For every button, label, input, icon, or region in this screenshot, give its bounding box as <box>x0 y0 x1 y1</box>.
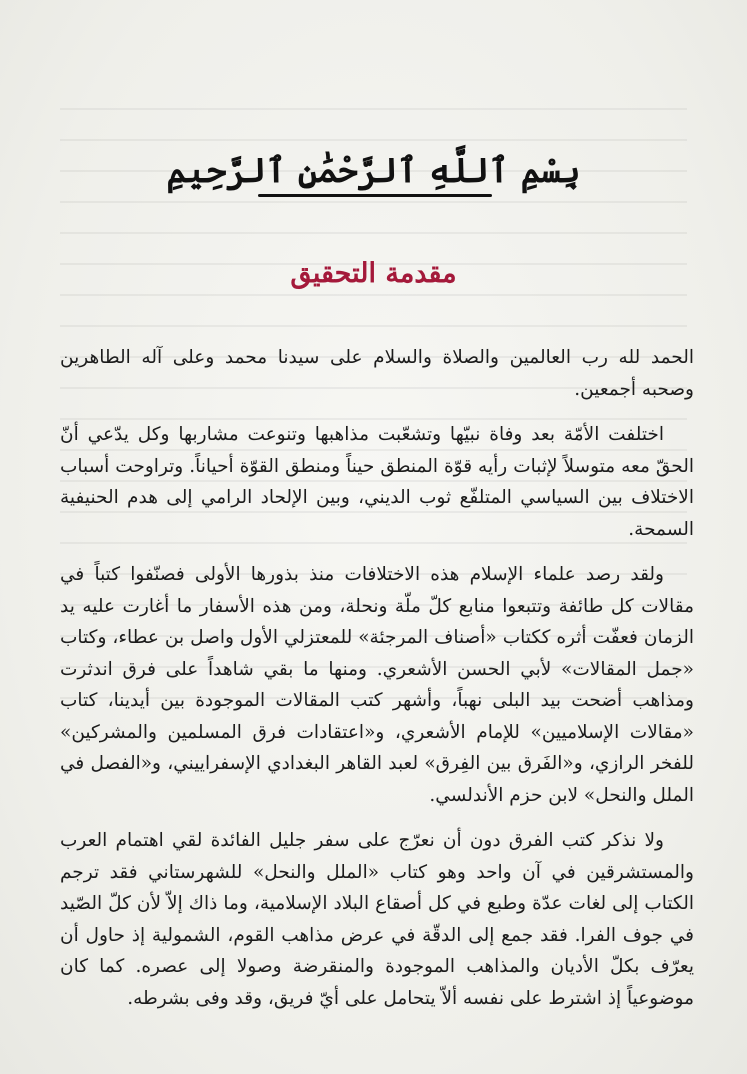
basmala-heading: بِسْمِ ٱللَّهِ ٱلرَّحْمَٰنِ ٱلرَّحِيمِ <box>166 151 581 191</box>
paragraph: اختلفت الأمّة بعد وفاة نبيّها وتشعّبت مذاهبها وتنوعت مشاربها وكل يدّعي أنّ الحقّ معه متوسلاً لإثبات رأيه قوّة المنطق حيناً ومنطق القوّة أحياناً. وتراوحت أسباب الاختلاف بين السياسي المتلفّع ثوب الديني، وبين الإلحاد الرامي إلى هدم الحنيفية السمحة. <box>60 424 694 540</box>
paragraph: ولا نذكر كتب الفرق دون أن نعرّج على سفر جليل الفائدة لقي اهتمام العرب والمستشرقين في آن واحد وهو كتاب «الملل والنحل» للشهرستاني فقد ترجم الكتاب إلى لغات عدّة وطبع في كل أصقاع البلاد الإسلامية، وما ذاك إلاّ لأن كلّ الصّيد في جوف الفرا. فقد جمع إلى الدقّة في عرض مذاهب القوم، الشمولية إذ حاول أن يعرّف بكلّ الأديان والمذاهب الموجودة والمنقرضة وصولا إلى عصره. كما كان موضوعياً إذ اشترط على نفسه ألاّ يتحامل على أيّ فريق، وقد وفى بشرطه. <box>60 830 694 1009</box>
basmala-underline <box>258 194 492 197</box>
paragraph: ولقد رصد علماء الإسلام هذه الاختلافات منذ بذورها الأولى فصنّفوا كتباً في مقالات كل طائفة وتتبعوا منابع كلّ ملّة ونحلة، ومن هذه الأسفار ما أغارت عليه يد الزمان فعفّت أثره ككتاب «أصناف المرجئة» للمعتزلي الأول واصل بن عطاء، وكتاب «جمل المقالات» لأبي الحسن الأشعري. ومنها ما بقي شاهداً على فرق اندثرت ومذاهب أضحت بيد البلى نهباً، وأشهر كتب المقالات الموجودة بين أيدينا، كتاب «مقالات الإسلاميين» للإمام الأشعري، و«اعتقادات فرق المسلمين والمشركين» للفخر الرازي، و«الفَرق بين الفِرق» لعبد القاهر البغدادي الإسفراييني، و«الفصل في الملل والنحل» لابن حزم الأندلسي. <box>60 564 694 806</box>
main-text <box>60 342 694 1028</box>
page-title: مقدمة التحقيق <box>290 258 457 289</box>
paragraph-opening: الحمد لله رب العالمين والصلاة والسلام على سيدنا محمد وعلى آله الطاهرين وصحبه أجمعين. <box>60 347 694 400</box>
